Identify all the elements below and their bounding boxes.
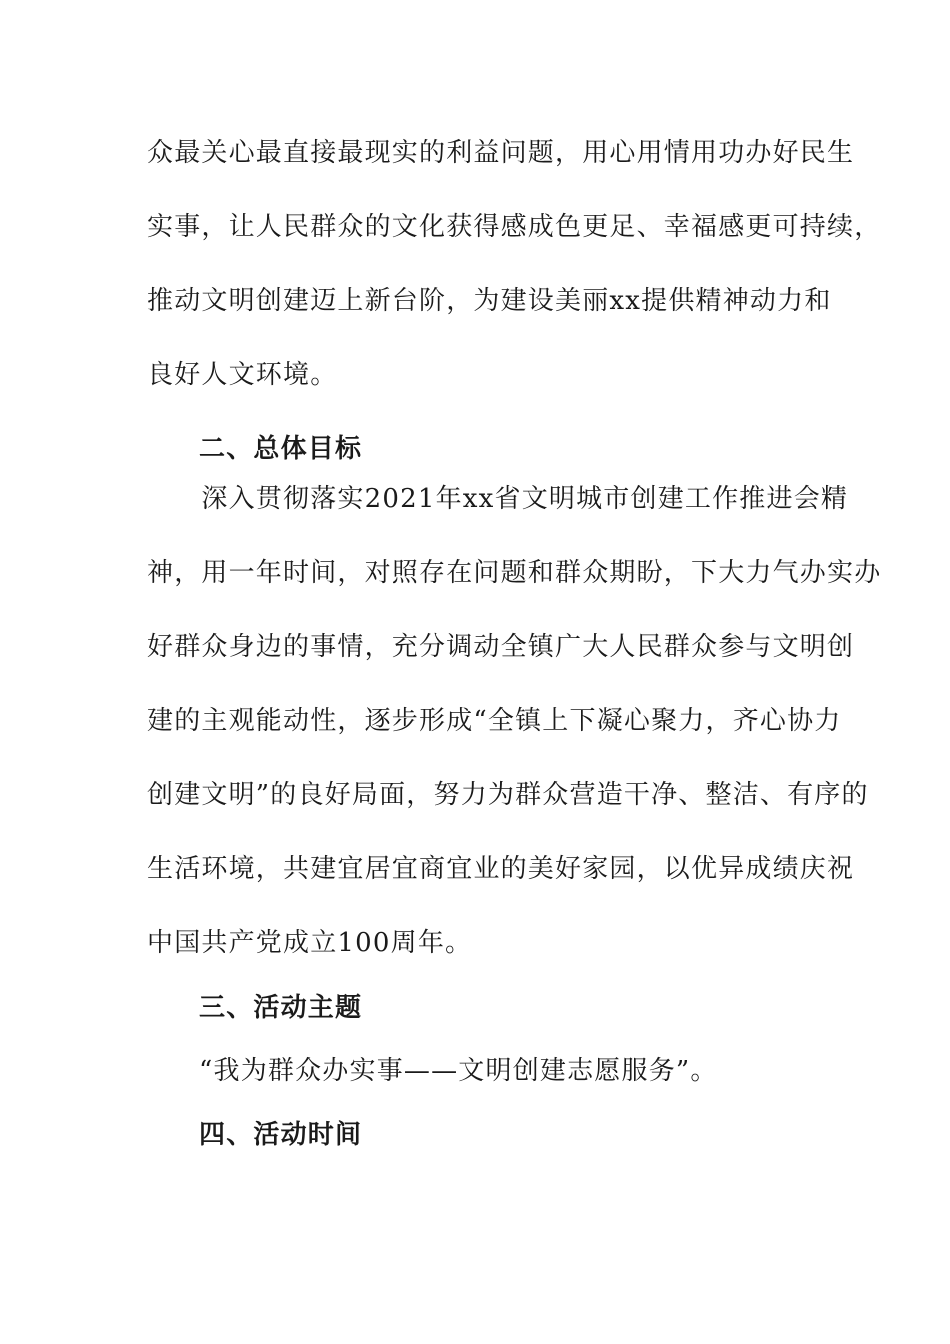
section-heading-activity-theme: 三、活动主题: [199, 993, 363, 1023]
paragraph-line: 良好人文环境。: [147, 360, 338, 390]
paragraph-line: 中国共产党成立100周年。: [147, 928, 473, 958]
paragraph-line: 实事，让人民群众的文化获得感成色更足、幸福感更可持续，: [147, 212, 882, 242]
paragraph-line: 推动文明创建迈上新台阶，为建设美丽xx提供精神动力和: [147, 286, 832, 316]
section-heading-overall-goal: 二、总体目标: [199, 434, 363, 464]
paragraph-line: 好群众身边的事情，充分调动全镇广大人民群众参与文明创: [147, 632, 855, 662]
paragraph-line: 深入贯彻落实2021年xx省文明城市创建工作推进会精: [147, 484, 849, 514]
paragraph-line: 神，用一年时间，对照存在问题和群众期盼，下大力气办实办: [147, 558, 882, 588]
paragraph-continued: [147, 116, 882, 412]
section-heading-activity-time: 四、活动时间: [199, 1120, 363, 1150]
paragraph-line: 建的主观能动性，逐步形成“全镇上下凝心聚力，齐心协力: [147, 706, 842, 736]
paragraph-line: 众最关心最直接最现实的利益问题，用心用情用功办好民生: [147, 138, 855, 168]
paragraph-line: 生活环境，共建宜居宜商宜业的美好家园，以优异成绩庆祝: [147, 854, 855, 884]
paragraph-overall-goal: [147, 462, 882, 980]
activity-theme-text: “我为群众办实事——文明创建志愿服务”。: [199, 1056, 718, 1086]
paragraph-line: 创建文明”的良好局面，努力为群众营造干净、整洁、有序的: [147, 780, 869, 810]
